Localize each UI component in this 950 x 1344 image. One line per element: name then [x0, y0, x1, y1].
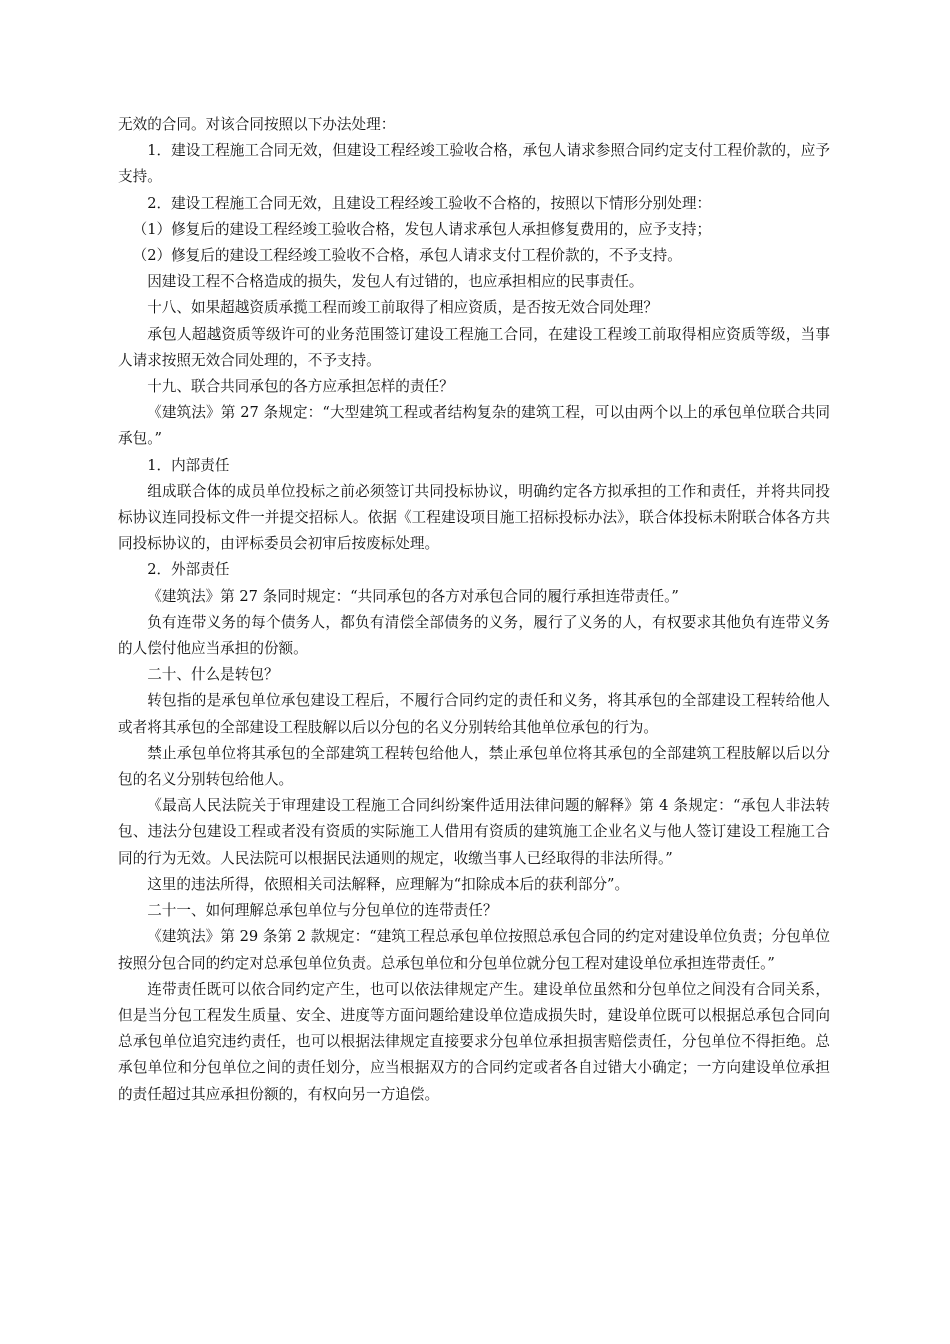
paragraph-answer-18: 承包人超越资质等级许可的业务范围签订建设工程施工合同，在建设工程竣工前取得相应资质等级，当事人请求按照无效合同处理的，不予支持。: [118, 325, 830, 369]
paragraph-prohibition: 禁止承包单位将其承包的全部建筑工程转包给他人，禁止承包单位将其承包的全部建筑工程肢解以后以分包的名义分别转包给他人。: [118, 744, 830, 789]
paragraph-law-27: 《建筑法》第 27 条规定：“大型建筑工程或者结构复杂的建筑工程，可以由两个以上的承包单位联合共同承包。”: [118, 404, 830, 448]
heading-external-liability: 2．外部责任: [147, 561, 230, 579]
heading-question-18: 十八、如果超越资质承揽工程而竣工前取得了相应资质，是否按无效合同处理？: [147, 299, 658, 317]
paragraph-item-1: 1．建设工程施工合同无效，但建设工程经竣工验收合格，承包人请求参照合同约定支付工程价款的，应予支持。: [118, 142, 830, 186]
paragraph-subcontract-definition: 转包指的是承包单位承包建设工程后，不履行合同约定的责任和义务，将其承包的全部建设工程转给他人或者将其承包的全部建设工程肢解以后以分包的名义分别转给其他单位承包的行为。: [118, 692, 830, 736]
paragraph-joint-liability-explained: 连带责任既可以依合同约定产生，也可以依法律规定产生。建设单位虽然和分包单位之间没有合同关系，但是当分包工程发生质量、安全、进度等方面问题给建设单位造成损失时，建设单位既可以根据总承包合同向总承包单位追究违约责任，也可以根据法律规定直接要求分包单位承担损害赔偿责任，分包单位不得拒绝。总承包单位和分包单位之间的责任划分，应当根据双方的合同约定或者各自过错大小确定；一方向建设单位承担的责任超过其应承担份额的，有权向另一方追偿。: [118, 980, 830, 1103]
paragraph-continuation: 无效的合同。对该合同按照以下办法处理：: [118, 116, 396, 133]
paragraph-liability: 因建设工程不合格造成的损失，发包人有过错的，也应承担相应的民事责任。: [147, 273, 644, 291]
paragraph-judicial-interpretation: 《最高人民法院关于审理建设工程施工合同纠纷案件适用法律问题的解释》第 4 条规定：“承包人非法转包、违法分包建设工程或者没有资质的实际施工人借用有资质的建筑施工企业名义与他人签订建设工程施工合同的行为无效。人民法院可以根据民法通则的规定，收缴当事人已经取得的非法所得。”: [118, 797, 830, 867]
document-page: [118, 112, 830, 1108]
paragraph-subitem-2: （2）修复后的建设工程经竣工验收不合格，承包人请求支付工程价款的，不予支持。: [132, 247, 682, 265]
paragraph-law-29: 《建筑法》第 29 条第 2 款规定：“建筑工程总承包单位按照总承包合同的约定对建设单位负责；分包单位按照分包合同的约定对总承包单位负责。总承包单位和分包单位就分包工程对建设单位承担连带责任。”: [118, 928, 830, 972]
paragraph-item-2: 2．建设工程施工合同无效，且建设工程经竣工验收不合格的，按照以下情形分别处理：: [147, 194, 712, 212]
heading-question-20: 二十、什么是转包？: [147, 666, 279, 684]
paragraph-internal-liability: 组成联合体的成员单位投标之前必须签订共同投标协议，明确约定各方拟承担的工作和责任，并将共同投标协议连同投标文件一并提交招标人。依据《工程建设项目施工招标投标办法》，联合体投标未附联合体各方共同投标协议的，由评标委员会初审后按废标处理。: [118, 482, 830, 553]
paragraph-joint-obligation: 负有连带义务的每个债务人，都负有清偿全部债务的义务，履行了义务的人，有权要求其他负有连带义务的人偿付他应当承担的份额。: [118, 613, 830, 658]
heading-internal-liability: 1．内部责任: [147, 456, 230, 474]
heading-question-21: 二十一、如何理解总承包单位与分包单位的连带责任？: [147, 902, 498, 920]
paragraph-illegal-income: 这里的违法所得，依照相关司法解释，应理解为“扣除成本后的获利部分”。: [147, 875, 630, 893]
paragraph-law-27-joint: 《建筑法》第 27 条同时规定：“共同承包的各方对承包合同的履行承担连带责任。”: [147, 587, 679, 605]
heading-question-19: 十九、联合共同承包的各方应承担怎样的责任？: [147, 378, 454, 396]
paragraph-subitem-1: （1）修复后的建设工程经竣工验收合格，发包人请求承包人承担修复费用的，应予支持；: [132, 220, 712, 238]
